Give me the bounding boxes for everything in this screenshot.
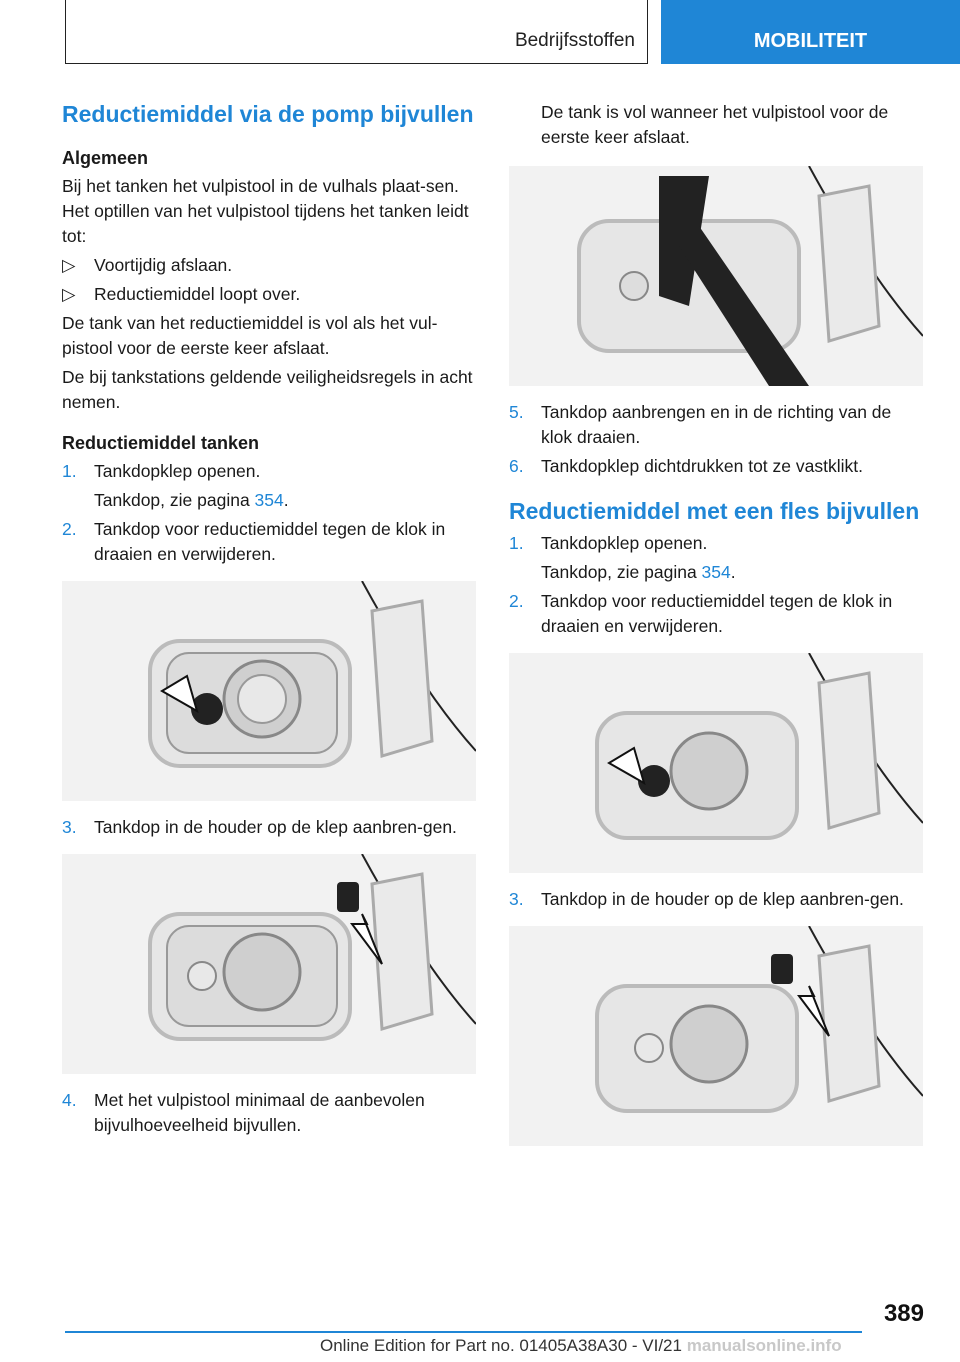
subheading-refuel: Reductiemiddel tanken: [62, 433, 260, 453]
step-item: 3. Tankdop in de houder op de klep aanbren-gen.: [62, 817, 457, 837]
triangle-bullet-icon: ▷: [62, 255, 76, 275]
step-item: 2. Tankdop voor reductiemiddel tegen de klok in draaien en verwijderen.: [62, 519, 446, 564]
right-column: [509, 100, 923, 1160]
paragraph-safety: De bij tankstations geldende veiligheidsregels in acht nemen.: [62, 367, 473, 412]
illustration-cap-holder: [62, 854, 476, 1074]
step-item: 4. Met het vulpistool minimaal de aanbevolen bijvulhoeveelheid bijvullen.: [62, 1090, 425, 1135]
page-link[interactable]: 354: [701, 562, 731, 582]
subheading-general: Algemeen: [62, 148, 149, 168]
illustration-pump-nozzle: [509, 166, 923, 386]
fuel-flap-drawing: [62, 581, 476, 801]
step-item: 1. Tankdopklep openen.: [62, 461, 261, 481]
illustration-cap-removal-2: [509, 653, 923, 873]
step-ref: Tankdop, zie pagina 354.: [541, 562, 736, 582]
step-item: 6. Tankdopklep dichtdrukken tot ze vastklikt.: [509, 456, 863, 476]
fuel-flap-drawing: [509, 653, 923, 873]
fuel-nozzle-drawing: [509, 166, 923, 386]
triangle-bullet-icon: ▷: [62, 284, 76, 304]
step-item: 3. Tankdop in de houder op de klep aanbren-gen.: [509, 889, 904, 909]
footer-divider: [65, 1331, 862, 1333]
paragraph-full: De tank van het reductiemiddel is vol als het vul-pistool voor de eerste keer afslaat.: [62, 313, 438, 358]
list-item: ▷ Voortijdig afslaan.: [62, 253, 476, 278]
header-section-title: Bedrijfsstoffen: [514, 30, 635, 51]
step-item: 5. Tankdop aanbrengen en in de richting van de klok draaien.: [509, 402, 892, 447]
illustration-cap-holder-2: [509, 926, 923, 1146]
watermark: manualsonline.info: [686, 1336, 842, 1355]
left-column: [62, 100, 476, 1142]
step-ref: Tankdop, zie pagina 354.: [94, 490, 289, 510]
list-item: ▷ Reductiemiddel loopt over.: [62, 282, 476, 307]
step-item: 1. Tankdopklep openen.: [509, 533, 708, 553]
page-link[interactable]: 354: [254, 490, 284, 510]
illustration-cap-removal: [62, 581, 476, 801]
section-heading-bottle: Reductiemiddel met een fles bijvullen: [509, 498, 920, 524]
page-number: 389: [883, 1300, 924, 1327]
chapter-tab[interactable]: MOBILITEIT: [661, 0, 960, 64]
fuel-flap-drawing: [62, 854, 476, 1074]
fuel-flap-drawing: [509, 926, 923, 1146]
paragraph-intro: Bij het tanken het vulpistool in de vulhals plaat-sen. Het optillen van het vulpistool tijdens het tanken leidt tot:: [62, 176, 469, 246]
footer-edition: Online Edition for Part no. 01405A38A30 - VI/21 manualsonline.info: [320, 1336, 842, 1355]
continued-text: De tank is vol wanneer het vulpistool voor de eerste keer afslaat.: [541, 102, 889, 147]
step-item: 2. Tankdop voor reductiemiddel tegen de klok in draaien en verwijderen.: [509, 591, 893, 636]
section-heading-pump: Reductiemiddel via de pomp bijvullen: [62, 101, 474, 127]
header-frame: [65, 0, 648, 64]
